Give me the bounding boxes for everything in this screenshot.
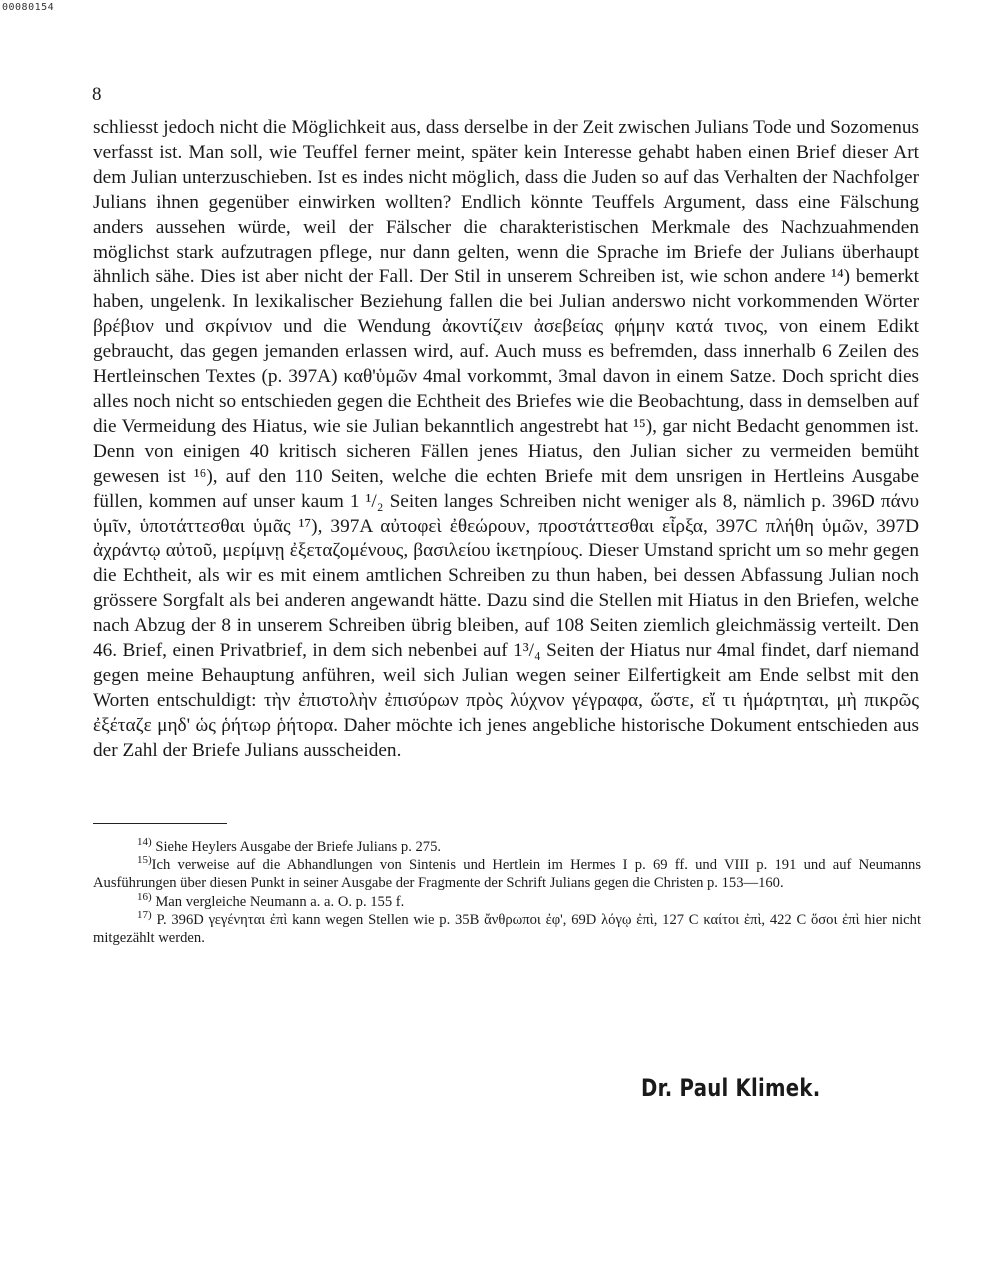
footnote-mark: 17 [137,908,148,921]
footnote-text: Man vergleiche Neumann a. a. O. p. 155 f. [155,893,405,910]
footnote-mark: 15 [137,854,148,867]
footnotes [93,838,921,947]
body-text [93,116,919,764]
scan-id: 00080154 [2,2,55,13]
footnote-text: P. 396D γεγένηται ἐπὶ kann wegen Stellen wie p. 35B ἄνθρωποι ἐφ', 69D λόγῳ ἐπὶ, 127 C καίτοι ἐπὶ, 422 C ὅσοι ἐπὶ hier nicht mitgezählt werden. [93,911,921,947]
author-signature: Dr. Paul Klimek. [641,1074,821,1102]
footnote: $^{14)}$ Siehe Heylers Ausgabe der Briefe Julians p. 275. [137,836,442,855]
footnote-text: Siehe Heylers Ausgabe der Briefe Julians p. 275. [155,839,442,855]
footnote-separator [93,823,227,824]
footnote-text: Ich verweise auf die Abhandlungen von Sintenis und Hertlein im Hermes I p. 69 ff. und VIII p. 191 und auf Neumanns Ausführungen über diesen Punkt in seiner Ausgabe der Fragmente der Schrift Julians gegen die Christen p. 153—160. [93,857,921,892]
footnote-mark: 16 [137,890,148,903]
page-number: 8 [92,84,102,105]
footnote: $^{16)}$ Man vergleiche Neumann a. a. O. p. 155 f. [137,890,405,910]
footnote: $^{17)}$ P. 396D γεγένηται ἐπὶ kann wegen Stellen wie p. 35B ἄνθρωποι ἐφ', 69D λόγῳ ἐπὶ, 127 C καίτοι ἐπὶ, 422 C ὅσοι ἐπὶ hier nicht mitgezählt werden. [93,908,921,947]
body-paragraph: schliesst jedoch nicht die Möglichkeit aus, dass derselbe in der Zeit zwischen Julians Tode und Sozomenus verfasst ist. Man soll, wie Teuffel ferner meint, später kein Interesse gehabt haben einen Brief dieser Art dem Julian unterzuschieben. Ist es indes nicht möglich, dass die Juden so auf das Verhalten der Nachfolger Julians ihnen gegenüber einwirken wollten? Endlich könnte Teuffels Argument, dass eine Fälschung anders aussehen würde, weil der Fälscher die charakteristischen Merkmale des Nachzuahmenden möglichst stark aufzutragen pflege, nur dann gelten, wenn die Sprache im Briefe der Julians überhaupt ähnlich sähe. Dies ist aber nicht der Fall. Der Stil in unserem Schreiben ist, wie schon andere ¹⁴) bemerkt haben, ungelenk. In lexikalischer Beziehung fallen die bei Julian anderswo nicht vorkommenden Wörter βρέβιον und σκρίνιον und die Wendung ἀκοντίζειν ἀσεβείας φήμην κατά τινος, von einem Edikt gebraucht, das gegen jemanden erlassen wird, auf. Auch muss es befremden, dass innerhalb 6 Zeilen des Hertleinschen Textes (p. 397A) καθ'ὑμῶν 4mal vorkommt, 3mal davon in einem Satze. Doch spricht dies alles noch nicht so entschieden gegen die Echtheit des Briefes wie die Beobachtung, dass in demselben auf die Vermeidung des Hiatus, wie sie Julian bekanntlich angestrebt hat ¹⁵), gar nicht Bedacht genommen ist. Denn von einigen 40 kritisch sicheren Fällen jenes Hiatus, den Julian sicher zu vermeiden bemüht gewesen ist ¹⁶), auf den 110 Seiten, welche die echten Briefe mit dem unsrigen in Hertleins Ausgabe füllen, kommen auf unser kaum 1 ¹/₂ Seiten langes Schreiben nicht weniger als 8, nämlich p. 396D πάνυ ὑμῖν, ὑποτάττεσθαι ὑμᾶς ¹⁷), 397A αὐτοφεὶ ἐθεώρουν, προστάττεσθαι εἶρξα, 397C πλήθη ὑμῶν, 397D ἀχράντῳ αὐτοῦ, μερίμνῃ ἐξεταζομένους, βασιλείου ἱκετηρίους. Dieser Umstand spricht um so mehr gegen die Echtheit, als wir es mit einem amtlichen Schreiben zu thun haben, bei dessen Abfassung Julian noch grössere Sorgfalt als bei anderen angewandt hätte. Dazu sind die Stellen mit Hiatus in den Briefen, welche nach Abzug der 8 in unserem Schreiben übrig bleiben, auf 108 Seiten ziemlich gleichmässig verteilt. Den 46. Brief, einen Privatbrief, in dem sich nebenbei auf 1³/₄ Seiten der Hiatus nur 4mal findet, darf niemand gegen meine Behauptung anführen, weil sich Julian wegen seiner Eilfertigkeit am Ende selbst mit den Worten entschuldigt: τὴν ἐπιστολὴν ἐπισύρων πρὸς λύχνον γέγραφα, ὥστε, εἴ τι ἡμάρτηται, μὴ πικρῶς ἐξέταζε μηδ' ὡς ῥήτωρ ῥήτορα. Daher möchte ich jenes angebliche historische Dokument entschieden aus der Zahl der Briefe Julians ausscheiden. [93,117,919,761]
footnote: $^{15)}$Ich verweise auf die Abhandlungen von Sintenis und Hertlein im Hermes I p. 69 ff. und VIII p. 191 und auf Neumanns Ausführungen über diesen Punkt in seiner Ausgabe der Fragmente der Schrift Julians gegen die Christen p. 153—160. [93,854,921,892]
footnote-mark: 14 [137,836,148,849]
